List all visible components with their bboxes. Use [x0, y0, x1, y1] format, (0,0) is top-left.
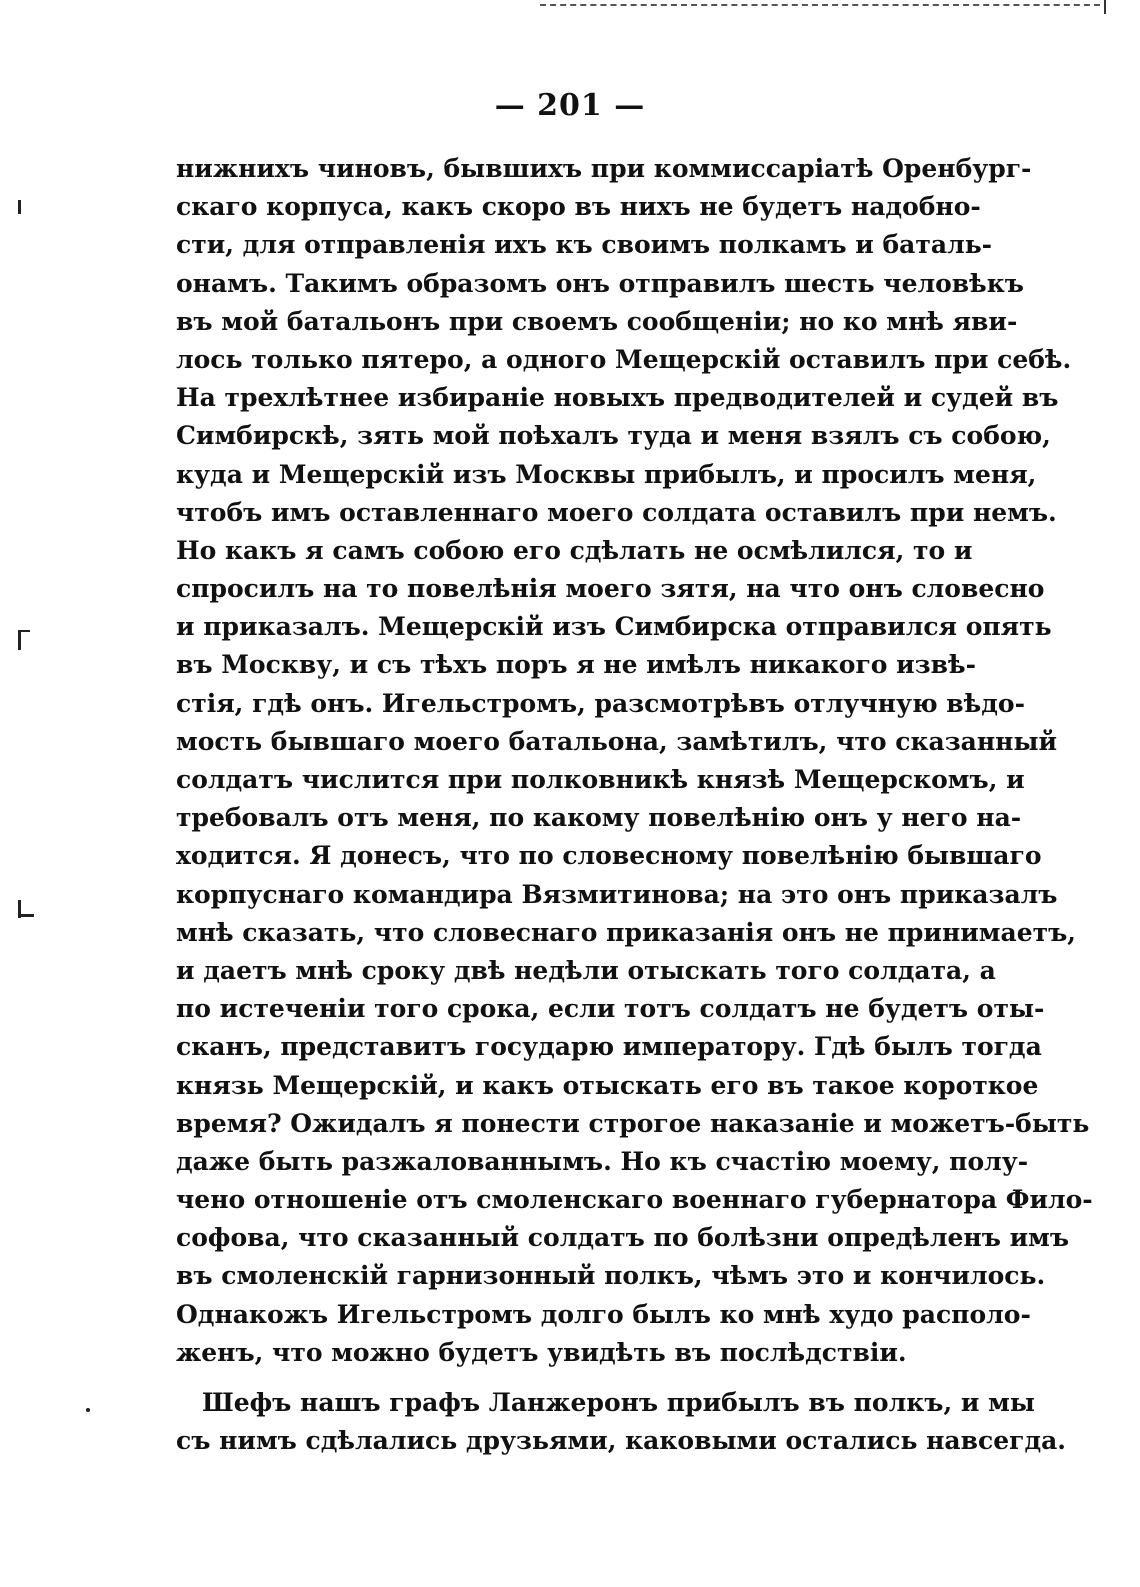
- page-edge-mark: [1104, 0, 1106, 14]
- text-line: сканъ, представитъ государю императору. Гдѣ былъ тогда: [176, 1032, 1042, 1062]
- body-text: [176, 150, 1093, 1460]
- text-line: и приказалъ. Мещерскій изъ Симбирска отправился опять: [176, 612, 1052, 642]
- text-line: онамъ. Такимъ образомъ онъ отправилъ шесть человѣкъ: [176, 268, 1024, 298]
- paragraph: [176, 1384, 1067, 1460]
- text-line: чтобъ имъ оставленнаго моего солдата оставилъ при немъ.: [176, 497, 1057, 527]
- text-line: даже быть разжалованнымъ. Но къ счастію моему, полу-: [176, 1146, 1029, 1176]
- text-line: мость бывшаго моего батальона, замѣтилъ, что сказанный: [176, 726, 1058, 756]
- text-line: требовалъ отъ меня, по какому повелѣнію онъ у него на-: [176, 803, 1022, 833]
- text-line: въ Москву, и съ тѣхъ поръ я не имѣлъ никакого извѣ-: [176, 650, 976, 680]
- text-line: Симбирскѣ, зять мой поѣхалъ туда и меня взялъ съ собою,: [176, 421, 1051, 451]
- text-line: софова, что сказанный солдатъ по болѣзни опредѣленъ имъ: [176, 1223, 1070, 1253]
- text-line: мнѣ сказать, что словеснаго приказанія онъ не принимаетъ,: [176, 917, 1076, 947]
- text-line: солдатъ числится при полковникѣ князѣ Мещерскомъ, и: [176, 765, 1025, 794]
- text-line: въ мой батальонъ при своемъ сообщеніи; но ко мнѣ яви-: [176, 306, 1018, 336]
- margin-mark: [86, 1408, 90, 1412]
- margin-mark: [18, 630, 21, 650]
- text-line: съ нимъ сдѣлались друзьями, каковыми остались навсегда.: [176, 1426, 1067, 1456]
- text-line: сти, для отправленія ихъ къ своимъ полкамъ и баталь-: [176, 230, 993, 260]
- text-line: На трехлѣтнее избираніе новыхъ предводителей и судей въ: [176, 383, 1059, 413]
- text-line: Однакожъ Игельстромъ долго былъ ко мнѣ худо располо-: [176, 1299, 1031, 1329]
- text-line: чено отношеніе отъ смоленскаго военнаго губернатора Фило-: [176, 1185, 1093, 1215]
- margin-mark: [20, 630, 30, 632]
- text-line: стія, гдѣ онъ. Игельстромъ, разсмотрѣвъ отлучную вѣдо-: [176, 688, 1025, 718]
- paragraph-gap: [176, 1372, 962, 1384]
- text-line: ходится. Я донесъ, что по словесному повелѣнію бывшаго: [176, 841, 1042, 871]
- text-line: спросилъ на то повелѣнія моего зятя, на что онъ словесно: [176, 574, 1045, 604]
- margin-mark: [18, 200, 21, 214]
- text-line: женъ, что можно будетъ увидѣть въ послѣдствіи.: [176, 1337, 907, 1367]
- paragraph: [176, 150, 1093, 1372]
- margin-mark: [18, 914, 34, 917]
- text-line: Шефъ нашъ графъ Ланжеронъ прибылъ въ полкъ, и мы: [202, 1388, 1035, 1417]
- top-scan-rule: [540, 4, 1100, 6]
- text-line: князь Мещерскій, и какъ отыскать его въ такое короткое: [176, 1070, 1039, 1100]
- page-number: — 201 —: [494, 88, 646, 123]
- text-line: время? Ожидалъ я понести строгое наказаніе и можетъ-быть: [176, 1108, 1090, 1138]
- text-line: корпуснаго командира Вязмитинова; на это онъ приказалъ: [176, 879, 1058, 909]
- text-line: Но какъ я самъ собою его сдѣлать не осмѣлился, то и: [176, 535, 973, 565]
- text-line: по истеченіи того срока, если тотъ солдатъ не будетъ оты-: [176, 994, 1045, 1024]
- text-line: въ смоленскій гарнизонный полкъ, чѣмъ это и кончилось.: [176, 1261, 1046, 1291]
- text-line: нижнихъ чиновъ, бывшихъ при коммиссаріатѣ Оренбург-: [176, 154, 1032, 183]
- text-line: и даетъ мнѣ сроку двѣ недѣли отыскать того солдата, а: [176, 955, 996, 985]
- text-line: куда и Мещерскій изъ Москвы прибылъ, и просилъ меня,: [176, 459, 1037, 489]
- text-line: скаго корпуса, какъ скоро въ нихъ не будетъ надобно-: [176, 192, 981, 222]
- text-line: лось только пятеро, а одного Мещерскій оставилъ при себѣ.: [176, 344, 1072, 374]
